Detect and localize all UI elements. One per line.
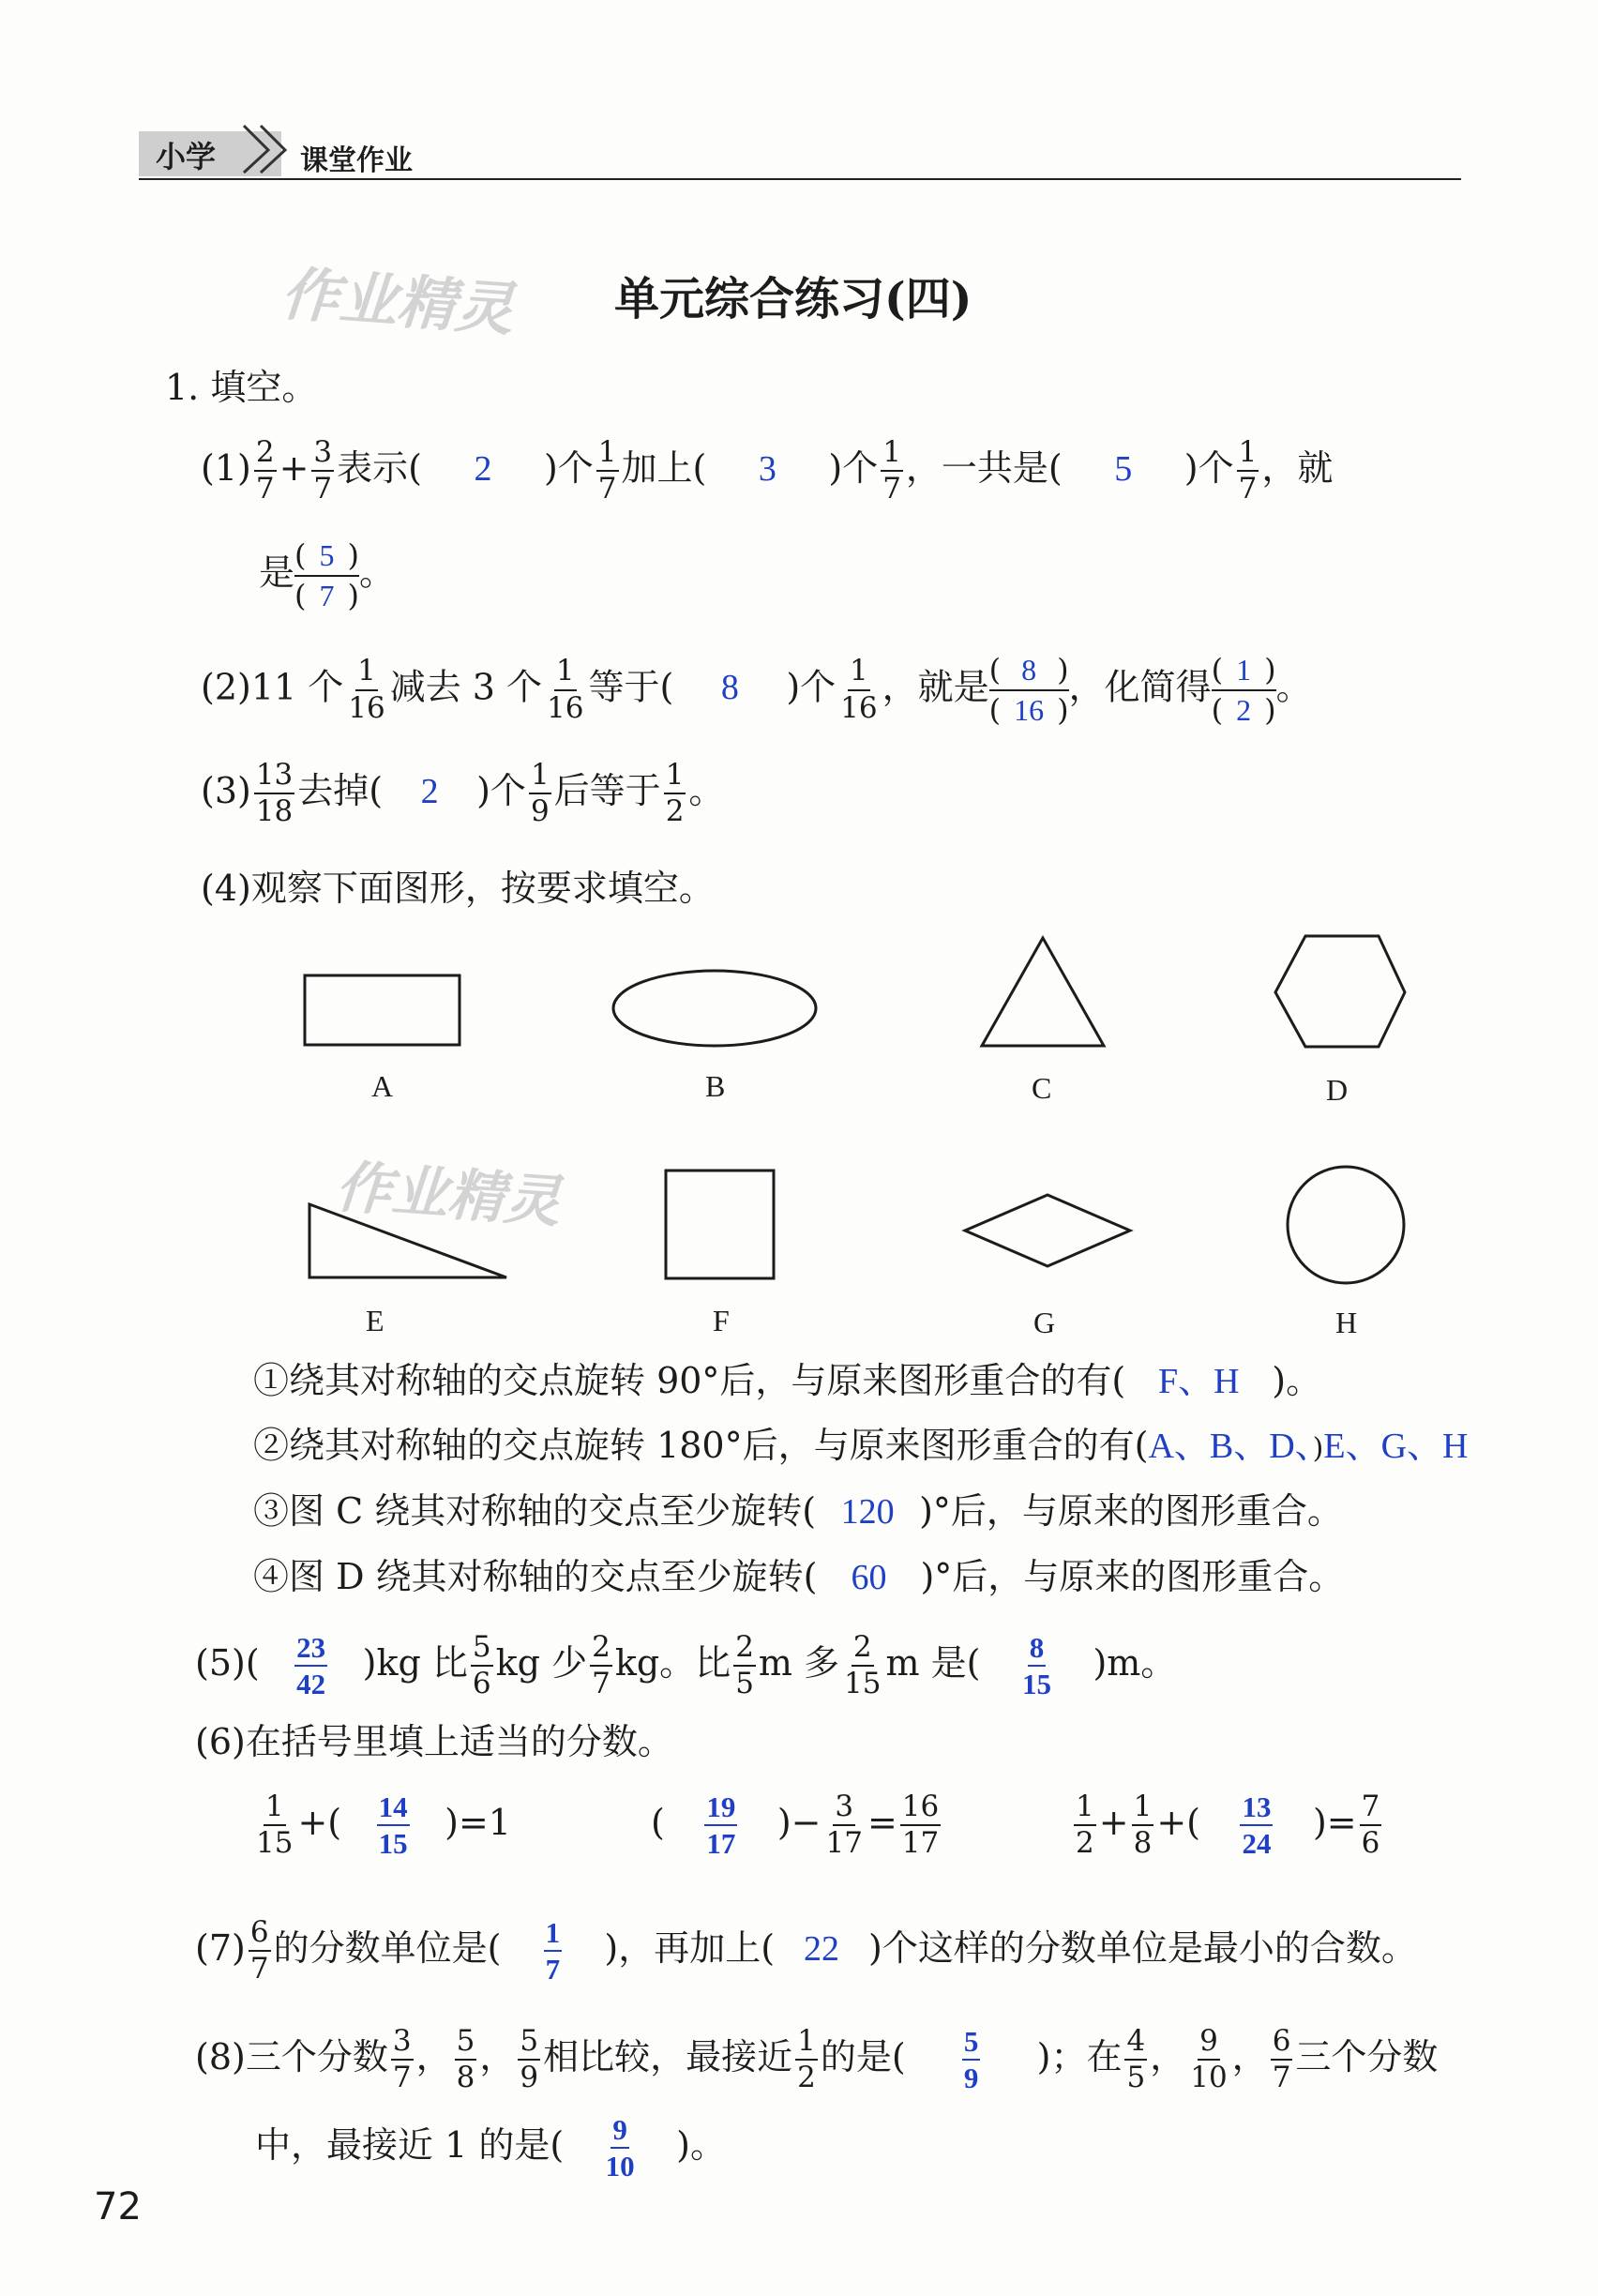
q1-part6-eq2: ( $\frac{19}{17}$ )− $\frac{3}{17}$ = $\frac{16}{17}$ — [651, 1790, 940, 1861]
answer-4-2b[interactable]: E、G、H — [1323, 1427, 1469, 1466]
q1-part3: (3) $\frac{13}{18}$ 去掉( 2 )个 $\frac{1}{9}$ 后等于 $\frac{1}{2}$ 。 — [201, 758, 725, 829]
answer-8a-den[interactable]: 9 — [963, 2062, 979, 2095]
answer-8b-den[interactable]: 10 — [605, 2150, 635, 2183]
q1-part8-line1: (8)三个分数 $\frac{3}{7}$ ， $\frac{5}{8}$ ， $\frac{5}{9}$ 相比较，最接近 $\frac{1}{2}$ 的是( $\frac{5}{9}$ )；在 $\frac{4}{5}$ ， $\frac{9}{10}$ ， $\frac{6}{7}$ 三个分数 — [195, 2024, 1439, 2095]
watermark: 作业精灵 — [279, 259, 516, 344]
answer-6c-num[interactable]: 13 — [1240, 1791, 1273, 1826]
shape-hexagon — [1275, 936, 1405, 1047]
q1-part8-line2: 中，最接近 1 的是( $\frac{9}{10}$ )。 — [255, 2113, 726, 2183]
header-subtitle: 课堂作业 — [300, 144, 413, 177]
shape-label-f: F — [713, 1304, 730, 1337]
shape-ellipse — [613, 971, 816, 1046]
q1-part2: (2)11 个 $\frac{1}{16}$ 减去 3 个 $\frac{1}{16}$ 等于( 8 )个 $\frac{1}{16}$ ，就是 ( 8 ) ( 16 ) ，化简得 ( 1 ) ( 2 ) 。 — [201, 652, 1312, 728]
answer-1b[interactable]: 3 — [758, 448, 776, 489]
answer-5a-num[interactable]: 23 — [294, 1632, 327, 1667]
q1-part6-eq1: $\frac{1}{15}$ +( $\frac{14}{15}$ )=1 — [256, 1790, 511, 1861]
shape-label-d: D — [1326, 1073, 1349, 1107]
answer-6a-num[interactable]: 14 — [377, 1791, 410, 1826]
page-title: 单元综合练习(四) — [614, 273, 972, 325]
shape-label-e: E — [366, 1304, 384, 1337]
q1-part4-sub1: ①绕其对称轴的交点旋转 90°后，与原来图形重合的有( F、H )。 — [253, 1360, 1322, 1401]
answer-2-fraction-num[interactable]: 8 — [1021, 653, 1037, 687]
q1-part4-sub4: ④图 D 绕其对称轴的交点至少旋转( 60 )°后，与原来的图形重合。 — [253, 1556, 1345, 1597]
q1-part1-line2: 是 ( 5 ) ( 7 ) 。 — [259, 537, 395, 613]
answer-5a-den[interactable]: 42 — [296, 1668, 326, 1701]
shape-label-h: H — [1335, 1306, 1358, 1339]
answer-6b-den[interactable]: 17 — [706, 1827, 736, 1861]
answer-1-fraction-num[interactable]: 5 — [319, 538, 335, 572]
header-bar — [139, 120, 1461, 184]
shape-label-c: C — [1032, 1071, 1052, 1105]
q1-part5: (5)( $\frac{23}{42}$ )kg 比 $\frac{5}{6}$ kg 少 $\frac{2}{7}$ kg。比 $\frac{2}{5}$ m 多 $\frac{2}{15}$ m 是( $\frac{8}{15}$ )m。 — [195, 1630, 1177, 1701]
watermark-2: 作业精灵 — [333, 1154, 563, 1236]
answer-1c[interactable]: 5 — [1114, 448, 1133, 489]
double-chevron-icon — [236, 120, 294, 178]
q1-part4-sub3: ③图 C 绕其对称轴的交点至少旋转( 120 )°后，与原来的图形重合。 — [253, 1490, 1343, 1532]
q1-heading: 1. 填空。 — [165, 367, 318, 408]
answer-4-3[interactable]: 120 — [840, 1492, 895, 1532]
shape-circle — [1288, 1167, 1404, 1283]
answer-6b-num[interactable]: 19 — [704, 1791, 737, 1826]
answer-2-simplified-den[interactable]: 2 — [1236, 692, 1252, 727]
shape-label-g: G — [1033, 1306, 1056, 1339]
answer-8b-num[interactable]: 9 — [611, 2114, 629, 2149]
answer-6a-den[interactable]: 15 — [378, 1827, 408, 1861]
answer-4-2a[interactable]: A、B、D、 — [1148, 1427, 1313, 1466]
answer-5b-den[interactable]: 15 — [1021, 1668, 1051, 1701]
answer-7a-num[interactable]: 1 — [544, 1917, 563, 1952]
answer-3[interactable]: 2 — [420, 771, 439, 811]
answer-1a[interactable]: 2 — [474, 448, 492, 489]
q1-part6-intro: (6)在括号里填上适当的分数。 — [195, 1721, 673, 1762]
shape-square — [666, 1171, 774, 1278]
answer-4-1[interactable]: F、H — [1157, 1362, 1240, 1401]
q1-part1-line1: (1) $\frac{2}{7}$ + $\frac{3}{7}$ 表示( 2 )个 $\frac{1}{7}$ 加上( 3 )个 $\frac{1}{7}$ ，一共是( 5 )个 $\frac{1}{7}$ ，就 — [201, 435, 1334, 506]
answer-6c-den[interactable]: 24 — [1242, 1827, 1272, 1861]
header-rule — [139, 178, 1461, 180]
q1-part7: (7) $\frac{6}{7}$ 的分数单位是( $\frac{1}{7}$ )，再加上( 22 )个这样的分数单位是最小的合数。 — [195, 1915, 1417, 1986]
shape-label-b: B — [705, 1069, 726, 1103]
answer-2-fraction-den[interactable]: 16 — [1014, 692, 1045, 727]
answer-2a[interactable]: 8 — [720, 668, 739, 708]
answer-7b[interactable]: 22 — [804, 1928, 840, 1969]
shape-label-a: A — [371, 1069, 394, 1103]
shapes-figure — [0, 910, 1598, 1313]
q1-part4-intro: (4)观察下面图形，按要求填空。 — [201, 868, 715, 909]
answer-4-4[interactable]: 60 — [851, 1558, 887, 1597]
q1-part6-eq3: $\frac{1}{2}$ + $\frac{1}{8}$ +( $\frac{13}{24}$ )= $\frac{7}{6}$ — [1076, 1790, 1380, 1861]
shape-rhombus — [965, 1195, 1130, 1266]
page-number: 72 — [94, 2185, 142, 2228]
answer-7a-den[interactable]: 7 — [545, 1953, 561, 1986]
answer-2-simplified-num[interactable]: 1 — [1236, 653, 1252, 687]
shape-rectangle — [305, 975, 460, 1045]
shape-triangle — [982, 938, 1104, 1046]
answer-8a-num[interactable]: 5 — [962, 2026, 981, 2061]
answer-5b-num[interactable]: 8 — [1028, 1632, 1047, 1667]
answer-1-fraction-den[interactable]: 7 — [319, 578, 335, 612]
header-section: 小学 — [156, 139, 217, 174]
q1-part4-sub2: ②绕其对称轴的交点旋转 180°后，与原来图形重合的有(A、B、D、)E、G、H — [253, 1425, 1469, 1466]
